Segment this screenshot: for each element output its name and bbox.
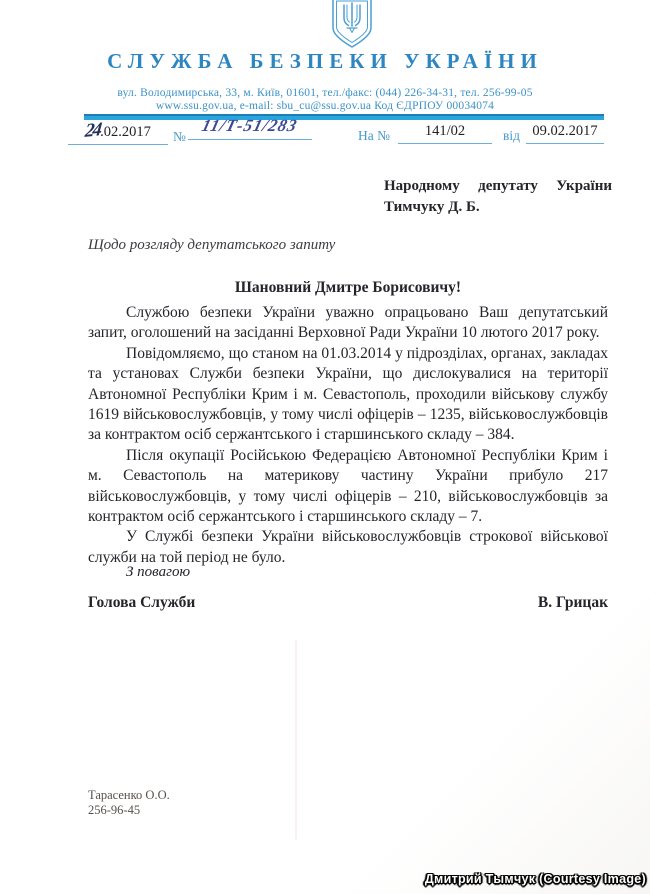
outgoing-date-field: [68, 120, 168, 145]
paragraph-1: Службою безпеки України уважно опрацьовано Ваш депутатський запит, оголошений на засіданні Верховної Ради України 10 лютого 2017 року.: [88, 304, 608, 342]
scan-crease: [295, 640, 297, 840]
executor-name: Тарасенко О.О.: [88, 788, 170, 802]
signature-row: [88, 594, 608, 612]
number-label: №: [173, 129, 186, 144]
paragraph-2: Повідомляємо, що станом на 01.03.2014 у підрозділах, органах, закладах та установах Служби безпеки України, що дислокувалися на території Автономної Республіки Крим і м. Севастополь, проходили військову службу 1619 військовослужбовців, у тому числі офіцерів – 1235, військовослужбовців за контрактом осіб сержантського і старшинського складу – 384.: [88, 344, 608, 444]
executor-phone: 256-96-45: [88, 803, 141, 817]
paragraph-3: Після окупації Російською Федерацією Автономної Республіки Крим і м. Севастополь на материкову частину України прибуло 217 військовослужбовців, у тому числі офіцерів – 210, військовослужбовців за контрактом осіб сержантського і старшинського складу – 7.: [88, 446, 608, 526]
trident-icon: [329, 0, 375, 49]
letter-body: [88, 303, 608, 568]
paragraph-4: У Службі безпеки України військовослужбовців строкової військової служби на той період не було.: [88, 528, 608, 566]
courtesy-caption: Дмитрий Тымчук (Courtesy Image): [424, 872, 646, 886]
outgoing-date-printed: .02.2017: [100, 124, 151, 140]
outgoing-number-handwritten: 11/Т-51/283: [200, 116, 301, 135]
org-title: СЛУЖБА БЕЗПЕКИ УКРАЇНИ: [107, 49, 543, 73]
recipient-line1: Народному депутату України: [384, 178, 612, 194]
reply-date-label: від: [503, 128, 520, 143]
salutation: Шановний Дмитре Борисовичу!: [234, 279, 462, 296]
signer-position: Голова Служби: [88, 594, 196, 611]
outgoing-date-handwritten: 24: [84, 119, 102, 142]
reply-date-field: [526, 123, 604, 144]
outgoing-number-field: [188, 116, 312, 140]
closing-regards: З повагою: [126, 564, 191, 580]
executor-block: [88, 788, 170, 818]
signer-name: В. Грицак: [537, 594, 608, 611]
org-address-line1: вул. Володимирська, 33, м. Київ, 01601, тел./факс: (044) 226-34-31, тел. 256-99-05: [117, 87, 533, 99]
reply-number-label: На №: [358, 128, 390, 143]
ukraine-trident-emblem: [329, 0, 375, 49]
reply-number-value: 141/02: [424, 123, 466, 139]
recipient-block: [384, 176, 612, 218]
subject-line: Щодо розгляду депутатського запиту: [88, 237, 336, 253]
recipient-line2: Тимчуку Д. Б.: [384, 199, 480, 215]
org-address-line2: www.ssu.gov.ua, e-mail: sbu_cu@ssu.gov.ua Код ЄДРПОУ 00034074: [155, 100, 495, 112]
reply-number-field: [398, 123, 492, 144]
reply-date-value: 09.02.2017: [532, 123, 598, 139]
